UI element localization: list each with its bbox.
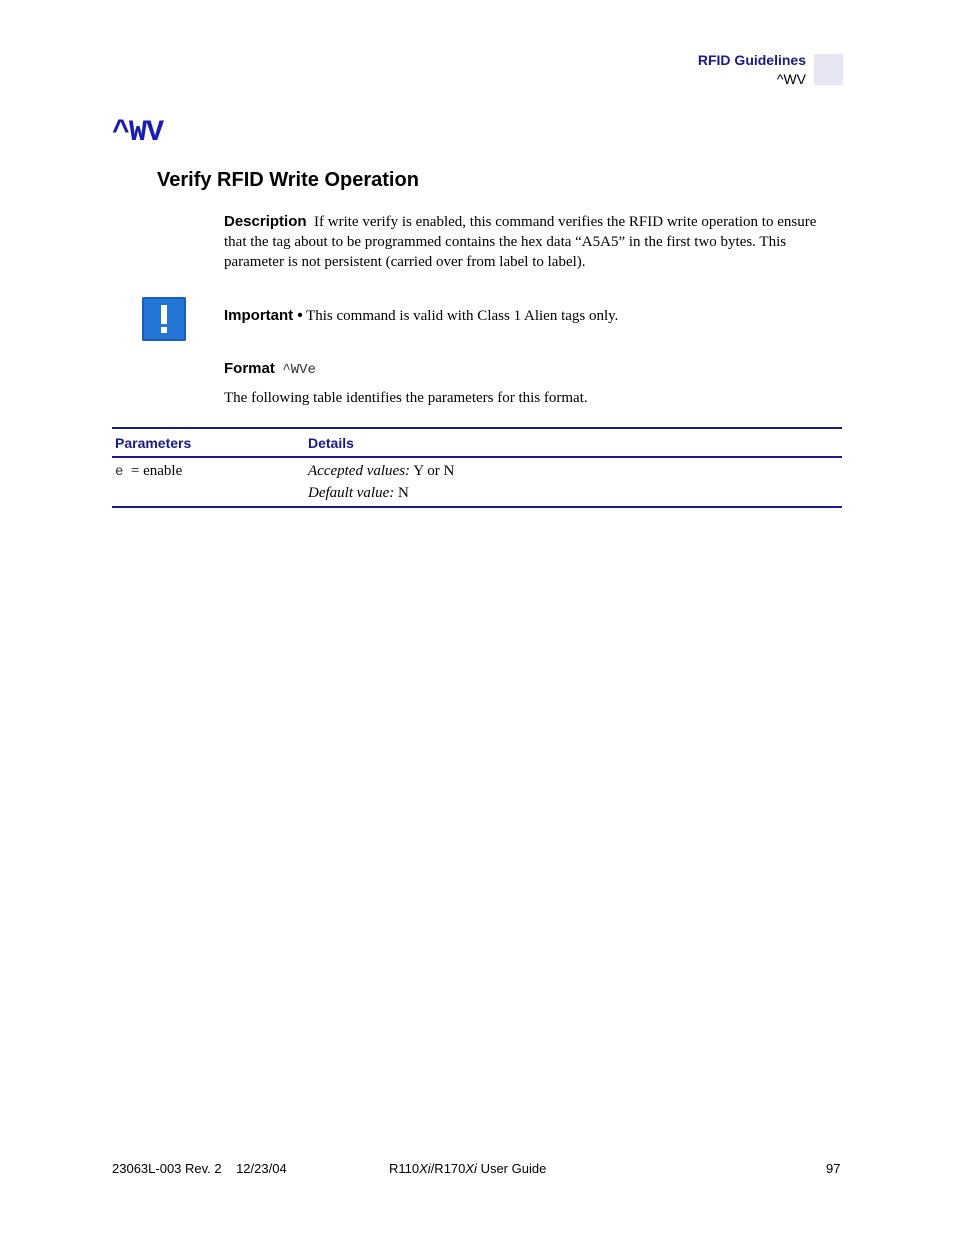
important-note [224,306,834,326]
accepted-values-label: Accepted values: [308,463,411,479]
accepted-values-line [308,460,842,482]
table-header-row [112,429,842,458]
table-header-parameters: Parameters [115,434,192,451]
default-value-line [308,482,842,504]
table-row [112,458,842,506]
param-desc: = enable [130,463,183,479]
important-text: This command is valid with Class 1 Alien tags only. [306,308,619,324]
description-label: Description [224,213,307,230]
guide-xi-2: Xi [465,1161,477,1176]
format-value: ^WVe [282,362,316,378]
format-label: Format [224,360,275,377]
guide-prefix: R110 [389,1161,420,1176]
footer-doc-id [112,1161,287,1176]
guide-suffix: User Guide [476,1161,547,1176]
header-tab-marker [814,54,843,85]
section-title: Verify RFID Write Operation [157,169,419,191]
important-label: Important • [224,307,303,324]
exclamation-icon [142,297,186,341]
parameters-table [112,427,842,508]
param-cell [112,460,308,504]
table-intro: The following table identifies the parameters for this format. [224,390,588,406]
param-code: e [115,464,124,480]
footer-doc-number: 23063L-003 Rev. 2 [112,1161,222,1176]
description-text: If write verify is enabled, this command verifies the RFID write operation to ensure that the tag about to be programmed contains the hex data “A5A5” in the first two bytes. This parameter is not persistent (carried over from label to label). [224,214,817,270]
format-line [224,359,316,380]
footer-date: 12/23/04 [236,1161,287,1176]
default-value-label: Default value: [308,485,395,501]
footer-guide-title [389,1161,546,1176]
running-header-section: RFID Guidelines [697,52,806,68]
footer-page-number: 97 [826,1161,841,1176]
guide-xi-1: Xi [419,1161,431,1176]
running-header-subsection: ^WV [776,71,806,87]
guide-mid: /R170 [430,1161,466,1176]
default-value-value: N [397,485,409,501]
description-paragraph [224,212,834,272]
table-header-details: Details [308,434,354,451]
command-title: ^WV [112,116,164,150]
details-cell [308,460,842,504]
accepted-values-value: Y or N [413,463,455,479]
